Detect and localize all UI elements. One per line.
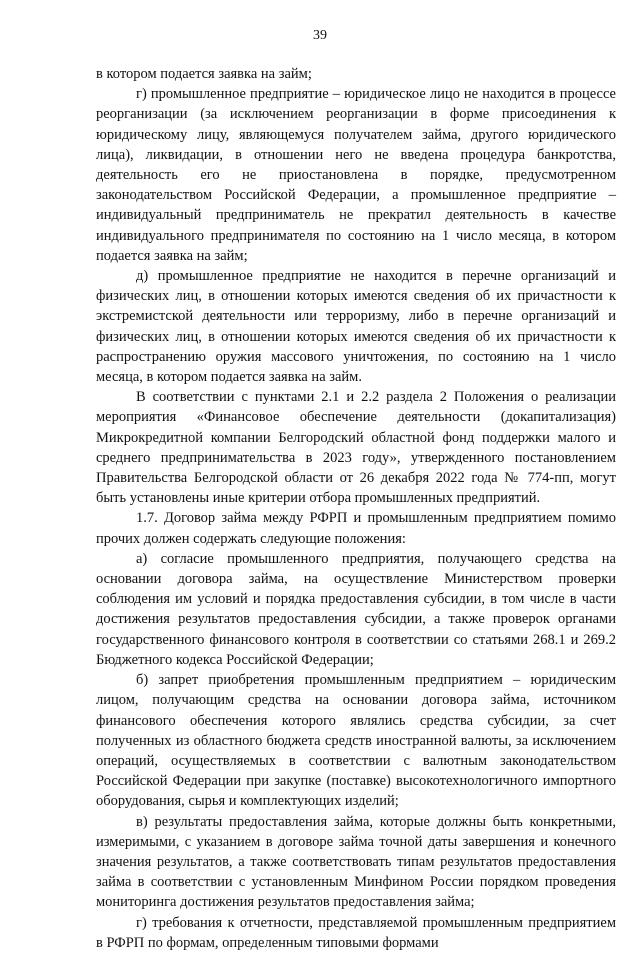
- page-number: 39: [313, 28, 327, 43]
- paragraph-item-d: д) промышленное предприятие не находится в перечне организаций и физических лиц, в отношении которых имеются сведения об их причастности к экстремистской деятельности или терроризму, либо в перечне организаций и физических лиц, в отношении которых имеются сведения об их причастности к распространению оружия массового уничтожения, по состоянию на 1 число месяца, в котором подается заявка на займ.: [96, 268, 616, 386]
- paragraph-1-7: 1.7. Договор займа между РФРП и промышленным предприятием помимо прочих должен содержать следующие положения:: [96, 510, 616, 547]
- paragraph-item-a: а) согласие промышленного предприятия, получающего средства на основании договора займа, на осуществление Министерством проверки соблюдения им условий и порядка предоставления субсидии, в том числе в части достижения результатов предоставления субсидии, а также проверок органами государственного финансового контроля в соответствии со статьями 268.1 и 269.2 Бюджетного кодекса Российской Федерации;: [96, 550, 616, 668]
- paragraph-item-b: б) запрет приобретения промышленным предприятием – юридическим лицом, получающим средства на основании договора займа, источником финансового обеспечения которого являлись средства субсидии, за счет полученных из областного бюджета средств иностранной валюты, за исключением операций, осуществляемых в соответствии с валютным законодательством Российской Федерации при закупке (поставке) высокотехнологичного импортного оборудования, сырья и комплектующих изделий;: [96, 672, 616, 810]
- paragraph-item-g: г) промышленное предприятие – юридическое лицо не находится в процессе реорганизации (за исключением реорганизации в форме присоединения к юридическому лицу, являющемуся получателем займа, другого юридического лица), ликвидации, в отношении него не введена процедура банкротства, деятельность его не приостановлена в порядке, предусмотренном законодательством Российской Федерации, а промышленное предприятие – индивидуальный предприниматель не прекратил деятельность в качестве индивидуального предпринимателя по состоянию на 1 число месяца, в котором подается заявка на займ;: [96, 86, 616, 264]
- paragraph-item-g-requirements: г) требования к отчетности, представляемой промышленным предприятием в РФРП по формам, определенным типовыми формами: [96, 914, 616, 951]
- page-body: [96, 64, 616, 953]
- paragraph-continuation: в котором подается заявка на займ;: [96, 66, 312, 82]
- paragraph-item-v: в) результаты предоставления займа, которые должны быть конкретными, измеримыми, с указанием в договоре займа точной даты завершения и конечного значения результатов, а также соответствовать типам результатов предоставления займа в соответствии с установленным Минфином России порядком проведения мониторинга достижения результатов предоставления займа;: [96, 813, 616, 911]
- paragraph-criteria: В соответствии с пунктами 2.1 и 2.2 раздела 2 Положения о реализации мероприятия «Финансовое обеспечение деятельности (докапитализация) Микрокредитной компании Белгородский областной фонд поддержки малого и среднего предпринимательства в 2023 году», утвержденного постановлением Правительства Белгородской области от 26 декабря 2022 года № 774-пп, могут быть установлены иные критерии отбора промышленных предприятий.: [96, 389, 616, 507]
